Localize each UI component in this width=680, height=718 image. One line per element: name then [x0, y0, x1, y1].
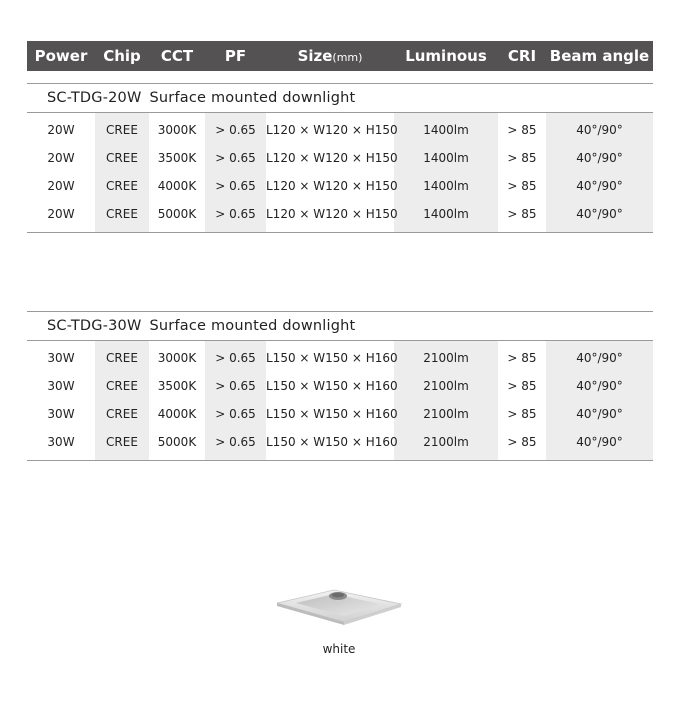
cell-beam: 40°/90° [576, 123, 623, 137]
cell-pf: > 0.65 [215, 379, 256, 393]
cell-cri: > 85 [507, 179, 537, 193]
cell-cct: 3000K [157, 351, 197, 365]
cell-size: L150 × W150 × H160 [266, 351, 398, 365]
cell-flux: 1400lm [423, 151, 469, 165]
cell-size: L150 × W150 × H160 [266, 435, 398, 449]
cell-pf: > 0.65 [215, 123, 256, 137]
header-chip: Chip [103, 47, 141, 65]
cell-beam: 40°/90° [576, 407, 623, 421]
cell-flux: 1400lm [423, 179, 469, 193]
table-row [27, 144, 653, 172]
cell-size: L150 × W150 × H160 [266, 379, 398, 393]
cell-cri: > 85 [507, 351, 537, 365]
header-size-unit: (mm) [332, 51, 363, 64]
cell-beam: 40°/90° [576, 151, 623, 165]
table-row [27, 428, 653, 456]
table-row [27, 372, 653, 400]
header-cri: CRI [507, 47, 537, 65]
cell-size: L150 × W150 × H160 [266, 407, 398, 421]
section-2-title [47, 318, 355, 334]
cell-cri: > 85 [507, 435, 537, 449]
cell-cct: 3500K [157, 151, 197, 165]
cell-cct: 4000K [157, 179, 197, 193]
cell-cct: 5000K [157, 435, 197, 449]
cell-size: L120 × W120 × H150 [266, 151, 398, 165]
section-2-model: SC-TDG-30W [47, 318, 142, 334]
cell-cri: > 85 [507, 207, 537, 221]
cell-pf: > 0.65 [215, 207, 256, 221]
cell-chip: CREE [106, 379, 138, 393]
cell-cct: 3000K [157, 123, 197, 137]
cell-power: 30W [47, 351, 75, 365]
cell-size: L120 × W120 × H150 [266, 179, 398, 193]
cell-beam: 40°/90° [576, 179, 623, 193]
cell-cri: > 85 [507, 123, 537, 137]
cell-pf: > 0.65 [215, 407, 256, 421]
cell-power: 30W [47, 379, 75, 393]
section-1-top-rule [27, 83, 653, 84]
section-1-description: Surface mounted downlight [149, 90, 356, 106]
product-caption: white [322, 642, 356, 656]
square-downlight-icon [274, 577, 404, 627]
cell-size: L120 × W120 × H150 [266, 123, 398, 137]
table-row [27, 116, 653, 144]
section-1-bottom-rule [27, 232, 653, 233]
cell-chip: CREE [106, 407, 138, 421]
cell-flux: 1400lm [423, 207, 469, 221]
table-row [27, 172, 653, 200]
cell-power: 20W [47, 123, 75, 137]
cell-chip: CREE [106, 123, 138, 137]
cell-chip: CREE [106, 207, 138, 221]
section-2-bottom-rule [27, 460, 653, 461]
cell-cri: > 85 [507, 379, 537, 393]
cell-flux: 2100lm [423, 351, 469, 365]
table-row [27, 400, 653, 428]
cell-power: 20W [47, 151, 75, 165]
cell-cct: 3500K [157, 379, 197, 393]
cell-size: L120 × W120 × H150 [266, 207, 398, 221]
cell-power: 30W [47, 407, 75, 421]
cell-flux: 2100lm [423, 407, 469, 421]
cell-beam: 40°/90° [576, 207, 623, 221]
cell-beam: 40°/90° [576, 435, 623, 449]
cell-pf: > 0.65 [215, 435, 256, 449]
cell-power: 30W [47, 435, 75, 449]
header-pf: PF [224, 47, 247, 65]
cell-beam: 40°/90° [576, 351, 623, 365]
cell-pf: > 0.65 [215, 179, 256, 193]
table-row [27, 344, 653, 372]
section-2-top-rule [27, 311, 653, 312]
cell-pf: > 0.65 [215, 351, 256, 365]
cell-cct: 5000K [157, 207, 197, 221]
cell-chip: CREE [106, 151, 138, 165]
section-2-description: Surface mounted downlight [149, 318, 356, 334]
cell-power: 20W [47, 207, 75, 221]
spec-table-header [27, 41, 653, 95]
header-beam-angle: Beam angle [549, 47, 650, 65]
cell-power: 20W [47, 179, 75, 193]
section-1-model: SC-TDG-20W [47, 90, 142, 106]
header-luminous-flux: Luminous flux [405, 47, 487, 95]
cell-flux: 2100lm [423, 435, 469, 449]
cell-beam: 40°/90° [576, 379, 623, 393]
header-power: Power [34, 47, 88, 65]
section-1-title [47, 90, 355, 106]
cell-pf: > 0.65 [215, 151, 256, 165]
cell-cri: > 85 [507, 407, 537, 421]
cell-cri: > 85 [507, 151, 537, 165]
cell-flux: 1400lm [423, 123, 469, 137]
header-cct: CCT [160, 47, 194, 65]
cell-chip: CREE [106, 351, 138, 365]
header-size-label: Size [297, 47, 333, 65]
header-size [266, 41, 394, 71]
table-row [27, 200, 653, 228]
cell-chip: CREE [106, 435, 138, 449]
cell-flux: 2100lm [423, 379, 469, 393]
cell-cct: 4000K [157, 407, 197, 421]
cell-chip: CREE [106, 179, 138, 193]
